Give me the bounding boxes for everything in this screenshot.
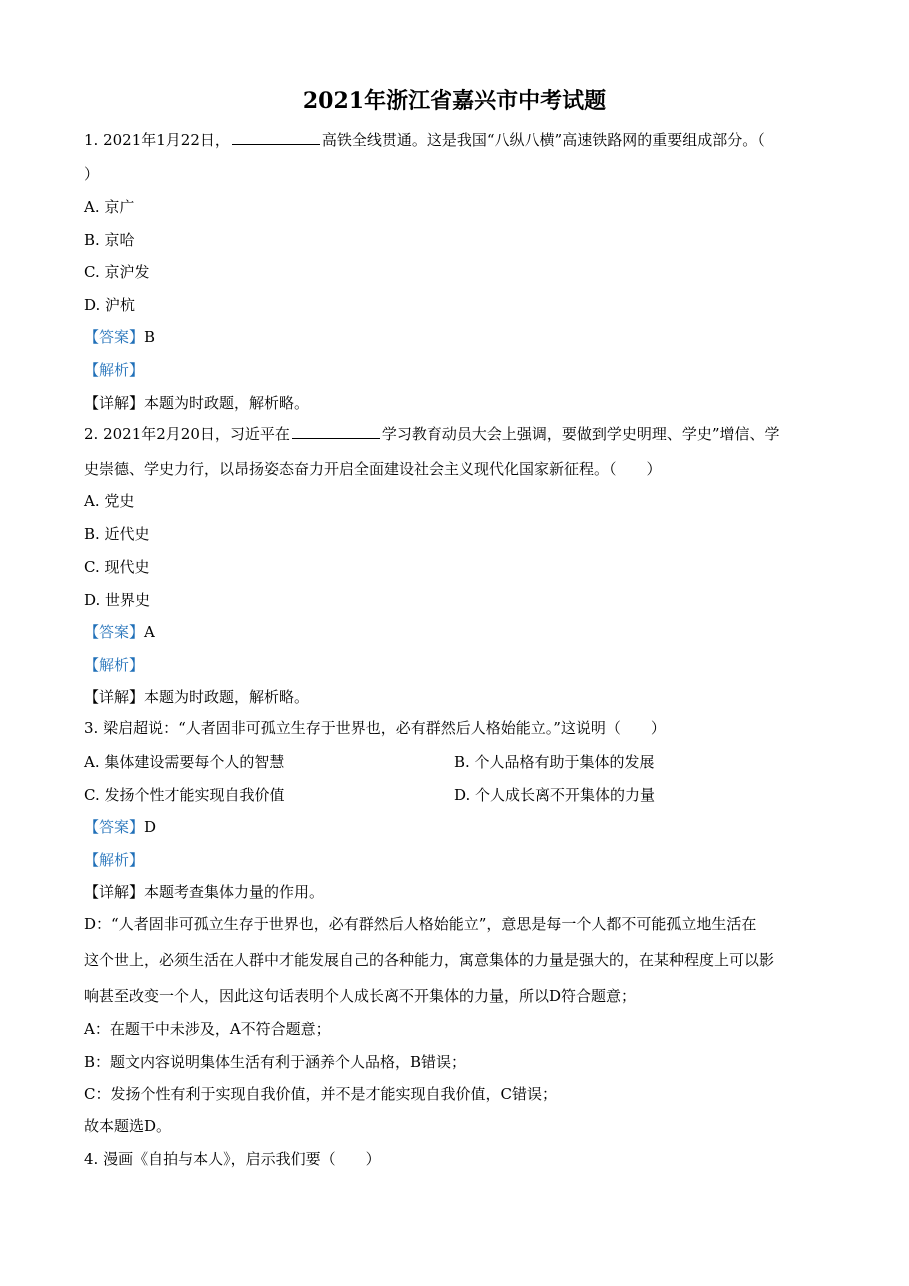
q3-explain-b: B：题文内容说明集体生活有利于涵养个人品格，B错误； bbox=[84, 1053, 467, 1071]
q3-answer bbox=[84, 817, 824, 837]
q1-detail: 【详解】本题为时政题，解析略。 bbox=[84, 394, 310, 412]
q2-analysis-tag: 【解析】 bbox=[84, 656, 145, 674]
q1-stem bbox=[84, 130, 824, 150]
q2-option-d: D. 世界史 bbox=[84, 591, 151, 609]
q1-option-b: B. 京哈 bbox=[84, 231, 135, 249]
q2-option-b: B. 近代史 bbox=[84, 525, 150, 543]
q1-answer bbox=[84, 327, 824, 347]
q2-option-c: C. 现代史 bbox=[84, 558, 150, 576]
q3-option-d: D. 个人成长离不开集体的力量 bbox=[454, 786, 656, 804]
q2-blank bbox=[292, 424, 380, 439]
q2-answer bbox=[84, 622, 824, 642]
q1-option-d: D. 沪杭 bbox=[84, 296, 136, 314]
q4-stem: 4. 漫画《自拍与本人》，启示我们要（ ） bbox=[84, 1150, 381, 1168]
answer-value: B bbox=[144, 328, 156, 346]
q2-stem-start: 2. 2021年2月20日，习近平在 bbox=[84, 425, 290, 443]
q3-analysis-tag: 【解析】 bbox=[84, 851, 145, 869]
answer-tag: 【答案】 bbox=[84, 328, 145, 346]
q3-explain-line-3: 响甚至改变一个人，因此这句话表明个人成长离不开集体的力量，所以D符合题意； bbox=[84, 987, 637, 1005]
q2-option-a: A. 党史 bbox=[84, 492, 135, 510]
page-title: 2021年浙江省嘉兴市中考试题 bbox=[302, 88, 607, 114]
q3-option-a: A. 集体建设需要每个人的智慧 bbox=[84, 753, 285, 771]
q3-explain-c: C：发扬个性有利于实现自我价值，并不是才能实现自我价值，C错误； bbox=[84, 1085, 557, 1103]
q3-explain-line-2: 这个世上，必须生活在人群中才能发展自己的各种能力，寓意集体的力量是强大的，在某种程度上可以影 bbox=[84, 951, 775, 969]
q1-analysis-tag: 【解析】 bbox=[84, 361, 145, 379]
q3-options-row-2 bbox=[84, 785, 824, 805]
q1-blank bbox=[232, 130, 320, 145]
answer-value: A bbox=[144, 623, 155, 641]
answer-value: D bbox=[144, 818, 157, 836]
q3-stem: 3. 梁启超说：“人者固非可孤立生存于世界也，必有群然后人格始能立。”这说明（ ） bbox=[84, 719, 666, 737]
q1-stem-end: 高铁全线贯通。这是我国“八纵八横”高速铁路网的重要组成部分。（ bbox=[321, 131, 765, 149]
q3-explain-a: A：在题干中未涉及，A不符合题意； bbox=[84, 1020, 331, 1038]
q3-detail: 【详解】本题考查集体力量的作用。 bbox=[84, 883, 325, 901]
q1-option-c: C. 京沪发 bbox=[84, 263, 150, 281]
q1-stem-start: 1. 2021年1月22日， bbox=[84, 131, 230, 149]
q2-stem-continued: 史崇德、学史力行，以昂扬姿态奋力开启全面建设社会主义现代化国家新征程。（ ） bbox=[84, 460, 662, 478]
q1-option-a: A. 京广 bbox=[84, 198, 135, 216]
q3-explain-line-1: D：“人者固非可孤立生存于世界也，必有群然后人格始能立”，意思是每一个人都不可能孤立地生活在 bbox=[84, 915, 757, 933]
q2-detail: 【详解】本题为时政题，解析略。 bbox=[84, 688, 310, 706]
q3-conclusion: 故本题选D。 bbox=[84, 1117, 172, 1135]
q3-options-row-1 bbox=[84, 752, 824, 772]
answer-tag: 【答案】 bbox=[84, 818, 145, 836]
q2-stem-end: 学习教育动员大会上强调，要做到学史明理、学史”增信、学 bbox=[381, 425, 780, 443]
q3-option-b: B. 个人品格有助于集体的发展 bbox=[454, 753, 655, 771]
q1-stem-close: ） bbox=[84, 165, 100, 183]
q3-option-c: C. 发扬个性才能实现自我价值 bbox=[84, 786, 285, 804]
answer-tag: 【答案】 bbox=[84, 623, 145, 641]
q2-stem bbox=[84, 424, 824, 444]
